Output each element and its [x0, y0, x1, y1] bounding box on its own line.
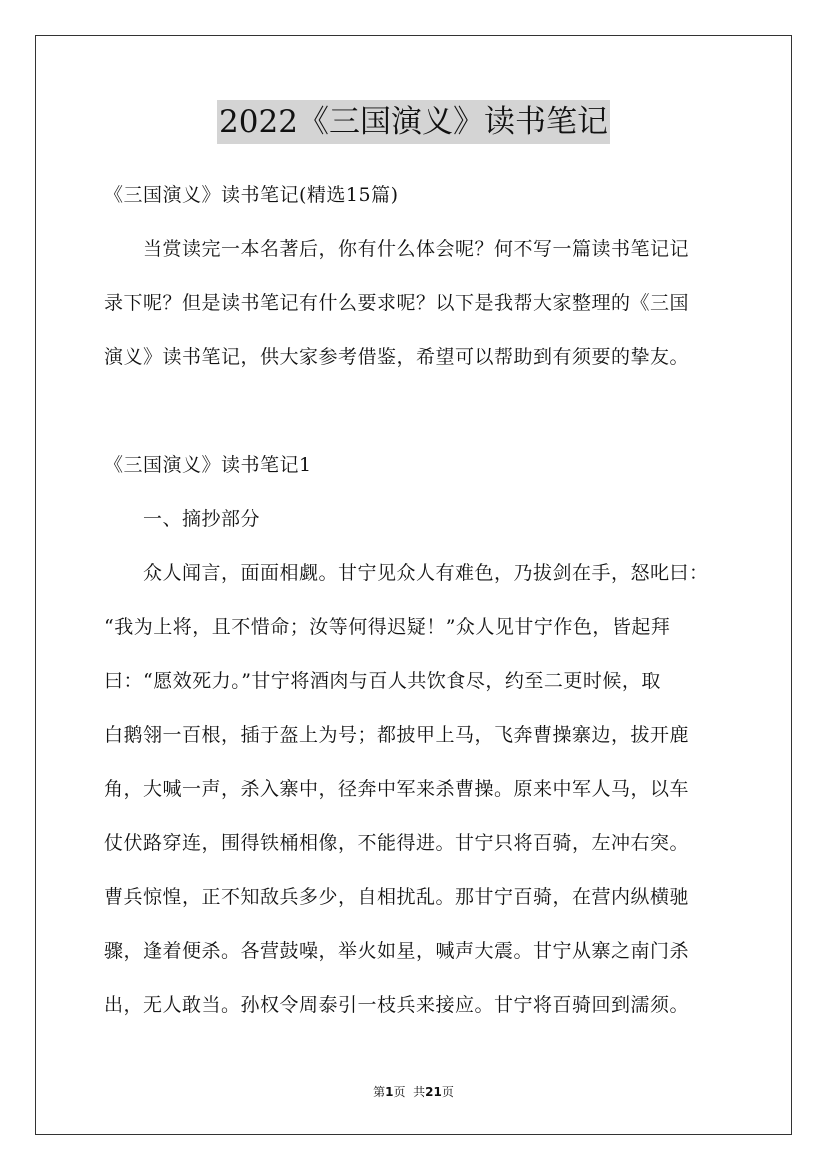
document-subtitle: 《三国演义》读书笔记(精选15篇)	[104, 184, 399, 206]
page-footer	[0, 1084, 827, 1100]
footer-page-prefix: 第	[373, 1085, 386, 1099]
section-heading: 《三国演义》读书笔记1	[104, 454, 312, 476]
intro-line-1: 当赏读完一本名著后，你有什么体会呢？何不写一篇读书笔记记	[143, 238, 690, 260]
body-line-2: “我为上将，且不惜命；汝等何得迟疑！”众人见甘宁作色，皆起拜	[104, 616, 671, 638]
body-line-7: 曹兵惊惶，正不知敌兵多少，自相扰乱。那甘宁百骑，在营内纵横驰	[104, 886, 690, 908]
footer-total-suffix: 页	[441, 1085, 454, 1099]
intro-line-3: 演义》读书笔记，供大家参考借鉴，希望可以帮助到有须要的挚友。	[104, 346, 690, 368]
document-title: 2022《三国演义》读书笔记	[217, 100, 610, 144]
body-line-6: 仗伏路穿连，围得铁桶相像，不能得进。甘宁只将百骑，左冲右突。	[104, 832, 690, 854]
body-line-8: 骤，逢着便杀。各营鼓噪，举火如星，喊声大震。甘宁从寨之南门杀	[104, 940, 690, 962]
footer-page-suffix: 页	[393, 1085, 406, 1099]
intro-line-2: 录下呢？但是读书笔记有什么要求呢？以下是我帮大家整理的《三国	[104, 292, 690, 314]
body-line-4: 白鹅翎一百根，插于盔上为号；都披甲上马，飞奔曹操寨边，拔开鹿	[104, 724, 690, 746]
body-line-3: 曰：“愿效死力。”甘宁将酒肉与百人共饮食尽，约至二更时候，取	[104, 670, 661, 692]
body-line-9: 出，无人敢当。孙权令周泰引一枝兵来接应。甘宁将百骑回到濡须。	[104, 994, 690, 1016]
footer-total-pages: 21	[425, 1085, 442, 1099]
footer-total-prefix: 共	[413, 1085, 426, 1099]
footer-page-number: 1	[385, 1085, 394, 1099]
body-line-1: 众人闻言，面面相觑。甘宁见众人有难色，乃拔剑在手，怒叱曰：	[143, 562, 709, 584]
body-line-5: 角，大喊一声，杀入寨中，径奔中军来杀曹操。原来中军人马，以车	[104, 778, 690, 800]
subsection-heading: 一、摘抄部分	[143, 508, 261, 530]
title-container	[0, 100, 827, 144]
